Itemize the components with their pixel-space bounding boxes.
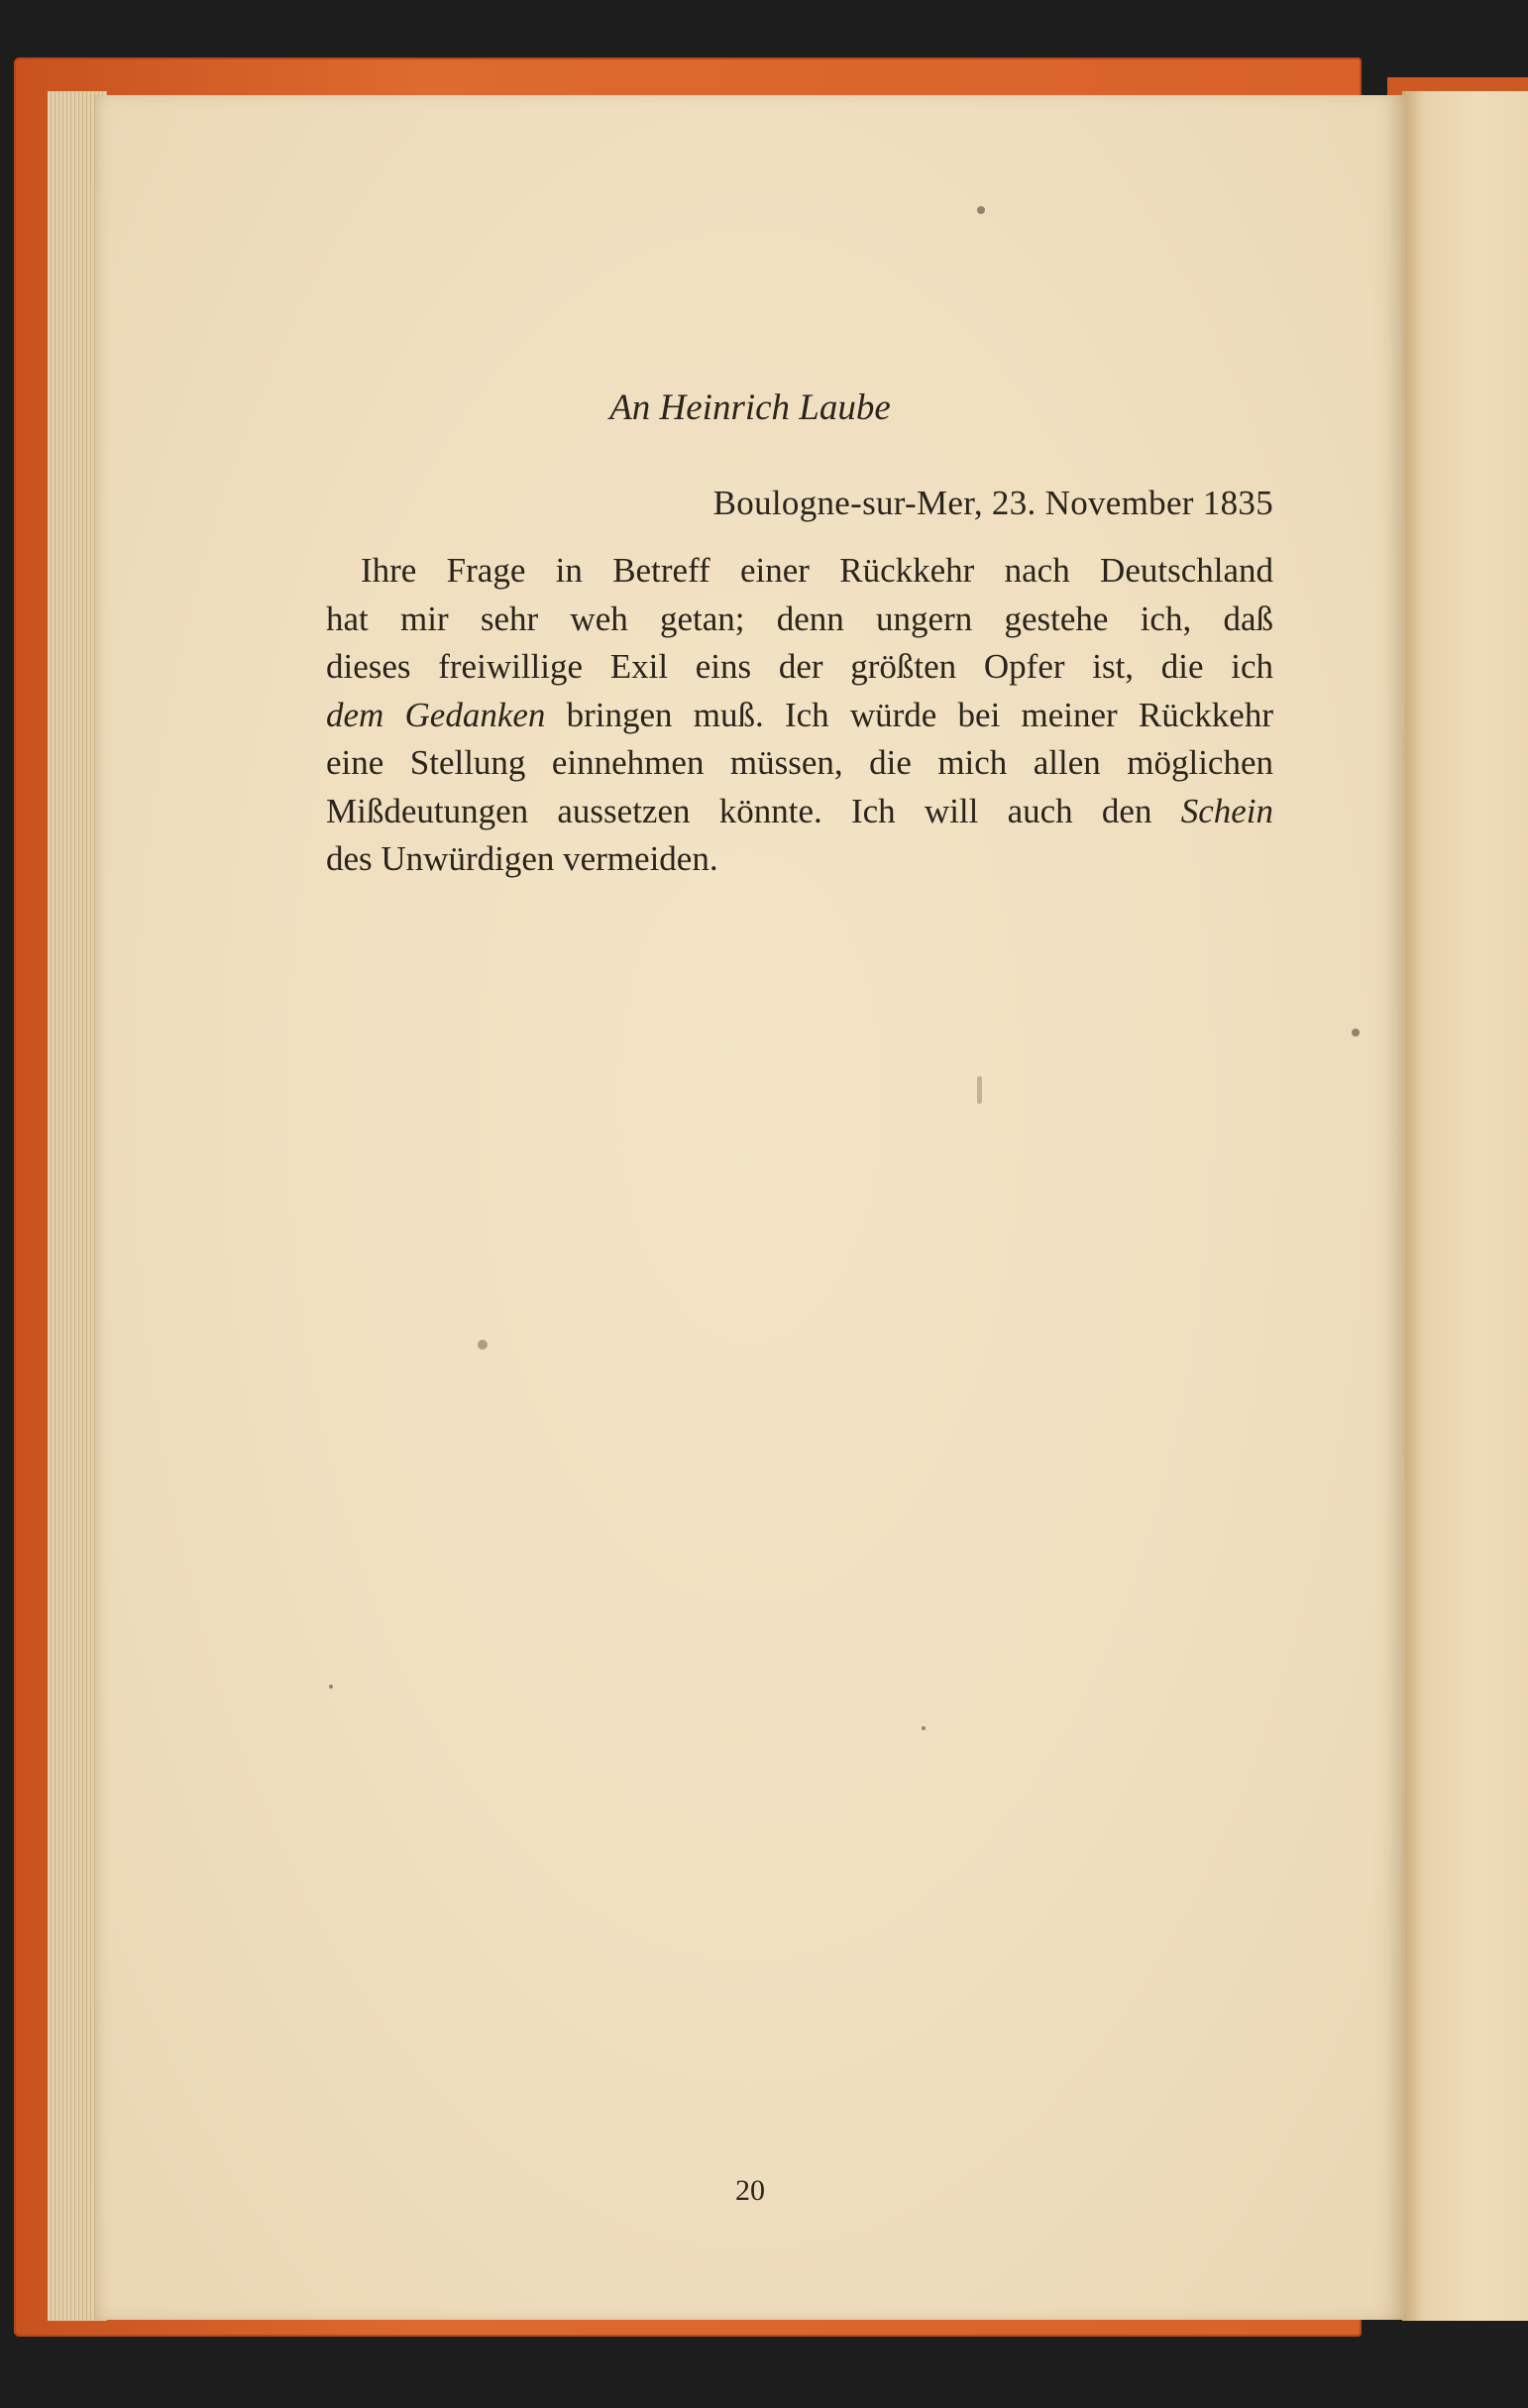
paper-speck bbox=[478, 1340, 488, 1350]
book-page bbox=[95, 95, 1405, 2320]
letter-line bbox=[326, 596, 1273, 644]
paper-speck bbox=[922, 1726, 926, 1730]
letter-line bbox=[326, 788, 1273, 836]
letter-title: An Heinrich Laube bbox=[609, 387, 891, 428]
text-run: eine Stellung einnehmen müssen, die mich allen möglichen bbox=[326, 743, 1273, 782]
italic-emphasis: dem Gedanken bbox=[326, 695, 546, 734]
facing-page-edge bbox=[1402, 91, 1528, 2321]
paper-speck bbox=[977, 1076, 982, 1104]
letter-line bbox=[326, 739, 1273, 788]
letter-line bbox=[326, 835, 1273, 884]
letter-line bbox=[326, 547, 1273, 596]
paper-speck bbox=[1352, 1029, 1360, 1037]
page-number: 20 bbox=[735, 2174, 765, 2207]
italic-emphasis: Schein bbox=[1180, 791, 1273, 830]
text-run: Ihre Frage in Betreff einer Rückkehr nach Deutschland bbox=[361, 551, 1273, 590]
paper-speck bbox=[329, 1685, 333, 1689]
text-run: des Unwürdigen vermeiden. bbox=[326, 839, 718, 878]
letter-body bbox=[326, 547, 1273, 884]
letter-line bbox=[326, 643, 1273, 692]
letter-line bbox=[326, 692, 1273, 740]
text-run: hat mir sehr weh getan; denn ungern gestehe ich, daß bbox=[326, 599, 1273, 638]
text-run: bringen muß. Ich würde bei meiner Rückkehr bbox=[545, 695, 1273, 734]
text-run: dieses freiwillige Exil eins der größten Opfer ist, die ich bbox=[326, 647, 1273, 686]
paper-speck bbox=[977, 206, 985, 214]
text-run: Mißdeutungen aussetzen könnte. Ich will auch den bbox=[326, 791, 1181, 830]
letter-dateline: Boulogne-sur-Mer, 23. November 1835 bbox=[712, 484, 1273, 522]
